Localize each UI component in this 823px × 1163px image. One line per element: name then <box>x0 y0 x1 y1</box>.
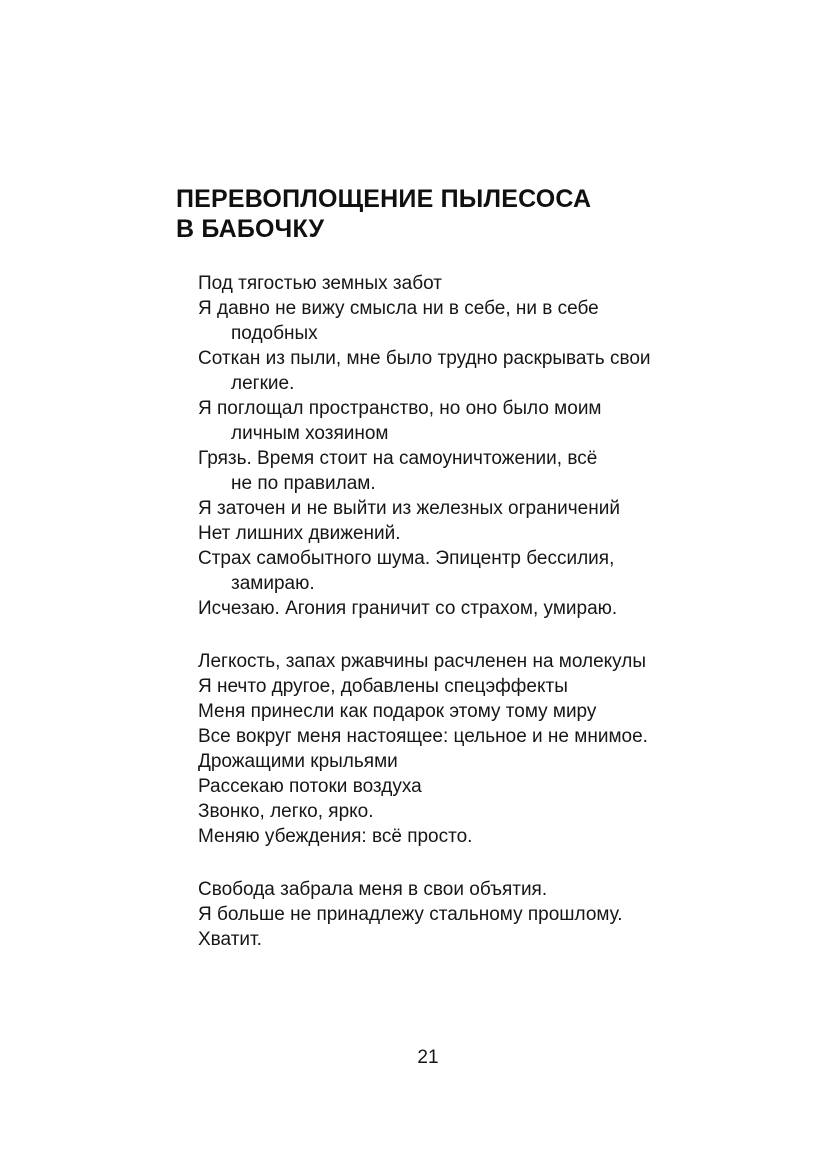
poem-line: Нет лишних движений. <box>198 523 401 544</box>
poem-line: замираю. <box>231 573 315 594</box>
poem-title <box>176 184 591 244</box>
poem-line: Я поглощал пространство, но оно было моим <box>198 398 602 419</box>
poem-line: легкие. <box>231 373 295 394</box>
poem-line: Легкость, запах ржавчины расчленен на молекулы <box>198 651 647 672</box>
poem-line: Хватит. <box>198 929 262 950</box>
poem-line: подобных <box>231 323 318 344</box>
poem-line: Исчезаю. Агония граничит со страхом, умираю. <box>198 598 618 619</box>
page-number: 21 <box>417 1047 439 1068</box>
poem-line: Звонко, легко, ярко. <box>198 801 374 822</box>
poem-line: Я давно не вижу смысла ни в себе, ни в себе <box>198 298 599 319</box>
poem-line: Под тягостью земных забот <box>198 273 442 294</box>
poem-line: Соткан из пыли, мне было трудно раскрывать свои <box>198 348 651 369</box>
poem-line: Страх самобытного шума. Эпицентр бессилия, <box>198 548 615 569</box>
poem-line: Я больше не принадлежу стальному прошлому. <box>198 904 623 925</box>
poem-line: Рассекаю потоки воздуха <box>198 776 422 797</box>
poem-stanza-1 <box>198 271 668 621</box>
poem-line: не по правилам. <box>231 473 376 494</box>
poem-line: Свобода забрала меня в свои объятия. <box>198 879 548 900</box>
poem-line: Меня принесли как подарок этому тому миру <box>198 701 597 722</box>
poem-line: Меняю убеждения: всё просто. <box>198 826 473 847</box>
poem-line: Грязь. Время стоит на самоуничтожении, всё <box>198 448 598 469</box>
poem-body <box>198 271 668 952</box>
poem-line: личным хозяином <box>231 423 389 444</box>
poem-title-line-2: В БАБОЧКУ <box>176 215 325 243</box>
poem-line: Все вокруг меня настоящее: цельное и не мнимое. <box>198 726 648 747</box>
poem-stanza-2 <box>198 649 668 849</box>
poem-title-line-1: ПЕРЕВОПЛОЩЕНИЕ ПЫЛЕСОСА <box>176 185 592 213</box>
poem-stanza-3 <box>198 877 668 952</box>
poem-line: Я заточен и не выйти из железных ограничений <box>198 498 620 519</box>
poem-line: Я нечто другое, добавлены спецэффекты <box>198 676 568 697</box>
poem-line: Дрожащими крыльями <box>198 751 398 772</box>
